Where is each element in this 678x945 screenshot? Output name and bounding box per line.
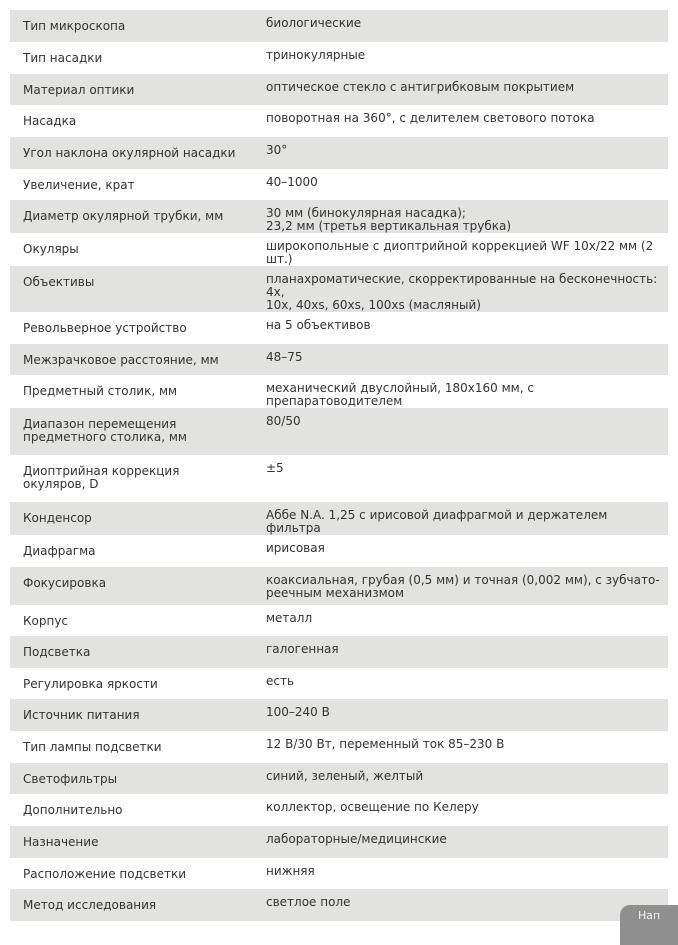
spec-row: [10, 344, 668, 375]
spec-row: [10, 535, 668, 567]
spec-value: 48–75: [266, 344, 668, 375]
spec-row: [10, 699, 668, 731]
spec-value: планахроматические, скорректированные на бесконечность: 4x, 10x, 40xs, 60xs, 100xs (масляный): [266, 266, 668, 312]
spec-label: Корпус: [10, 605, 266, 636]
spec-label: Подсветка: [10, 636, 266, 668]
spec-label: Назначение: [10, 826, 266, 858]
spec-label: Источник питания: [10, 699, 266, 731]
spec-value: оптическое стекло с антигрибковым покрытием: [266, 74, 668, 105]
spec-value: 30 мм (бинокулярная насадка); 23,2 мм (третья вертикальная трубка): [266, 200, 668, 233]
spec-value: синий, зеленый, желтый: [266, 763, 668, 794]
spec-row: [10, 105, 668, 137]
spec-label: Межзрачковое расстояние, мм: [10, 344, 266, 375]
spec-label: Конденсор: [10, 502, 266, 535]
spec-row: [10, 455, 668, 502]
corner-chat-widget-label: Нап: [638, 909, 661, 922]
spec-value: 12 В/30 Вт, переменный ток 85–230 В: [266, 731, 668, 763]
spec-label: Регулировка яркости: [10, 668, 266, 699]
spec-row: [10, 826, 668, 858]
spec-row: [10, 502, 668, 535]
spec-row: [10, 731, 668, 763]
spec-row: [10, 200, 668, 233]
spec-value: механический двуслойный, 180x160 мм, с препаратоводителем: [266, 375, 668, 408]
spec-label: Окуляры: [10, 233, 266, 266]
spec-value: лабораторные/медицинские: [266, 826, 668, 858]
spec-label: Револьверное устройство: [10, 312, 266, 344]
spec-label: Насадка: [10, 105, 266, 137]
spec-row: [10, 567, 668, 605]
spec-label: Тип лампы подсветки: [10, 731, 266, 763]
spec-row: [10, 636, 668, 668]
spec-label: Диаметр окулярной трубки, мм: [10, 200, 266, 233]
spec-value: 80/50: [266, 408, 668, 455]
spec-row: [10, 169, 668, 200]
spec-value: ±5: [266, 455, 668, 502]
spec-value: коллектор, освещение по Келеру: [266, 794, 668, 826]
spec-value: широкопольные с диоптрийной коррекцией WF 10x/22 мм (2 шт.): [266, 233, 668, 266]
spec-row: [10, 233, 668, 266]
spec-row: [10, 266, 668, 312]
spec-value: светлое поле: [266, 889, 668, 921]
spec-label: Метод исследования: [10, 889, 266, 921]
spec-label: Угол наклона окулярной насадки: [10, 137, 266, 169]
spec-row: [10, 74, 668, 105]
corner-chat-widget[interactable]: [620, 905, 678, 945]
spec-value: на 5 объективов: [266, 312, 668, 344]
spec-value: ирисовая: [266, 535, 668, 567]
spec-label: Предметный столик, мм: [10, 375, 266, 408]
spec-label: Тип микроскопа: [10, 10, 266, 42]
spec-value: биологические: [266, 10, 668, 42]
spec-row: [10, 10, 668, 42]
spec-label: Увеличение, крат: [10, 169, 266, 200]
spec-row: [10, 42, 668, 74]
spec-value: поворотная на 360°, с делителем светового потока: [266, 105, 668, 137]
spec-row: [10, 668, 668, 699]
spec-label: Расположение подсветки: [10, 858, 266, 889]
spec-value: галогенная: [266, 636, 668, 668]
spec-row: [10, 763, 668, 794]
spec-label: Материал оптики: [10, 74, 266, 105]
spec-label: Диоптрийная коррекция окуляров, D: [10, 455, 266, 502]
spec-value: металл: [266, 605, 668, 636]
spec-label: Фокусировка: [10, 567, 266, 605]
spec-row: [10, 794, 668, 826]
spec-value: Аббе N.A. 1,25 с ирисовой диафрагмой и держателем фильтра: [266, 502, 668, 535]
spec-row: [10, 408, 668, 455]
spec-label: Дополнительно: [10, 794, 266, 826]
spec-label: Диафрагма: [10, 535, 266, 567]
spec-row: [10, 375, 668, 408]
spec-value: тринокулярные: [266, 42, 668, 74]
specs-table: [10, 10, 668, 921]
spec-row: [10, 889, 668, 921]
spec-label: Светофильтры: [10, 763, 266, 794]
spec-value: есть: [266, 668, 668, 699]
spec-label: Объективы: [10, 266, 266, 312]
spec-row: [10, 312, 668, 344]
spec-value: нижняя: [266, 858, 668, 889]
spec-row: [10, 605, 668, 636]
specs-table-body: [10, 10, 668, 921]
spec-label: Диапазон перемещения предметного столика, мм: [10, 408, 266, 455]
spec-label: Тип насадки: [10, 42, 266, 74]
spec-row: [10, 858, 668, 889]
spec-value: 40–1000: [266, 169, 668, 200]
spec-row: [10, 137, 668, 169]
spec-value: 100–240 В: [266, 699, 668, 731]
spec-value: 30°: [266, 137, 668, 169]
spec-value: коаксиальная, грубая (0,5 мм) и точная (0,002 мм), с зубчато- реечным механизмом: [266, 567, 668, 605]
